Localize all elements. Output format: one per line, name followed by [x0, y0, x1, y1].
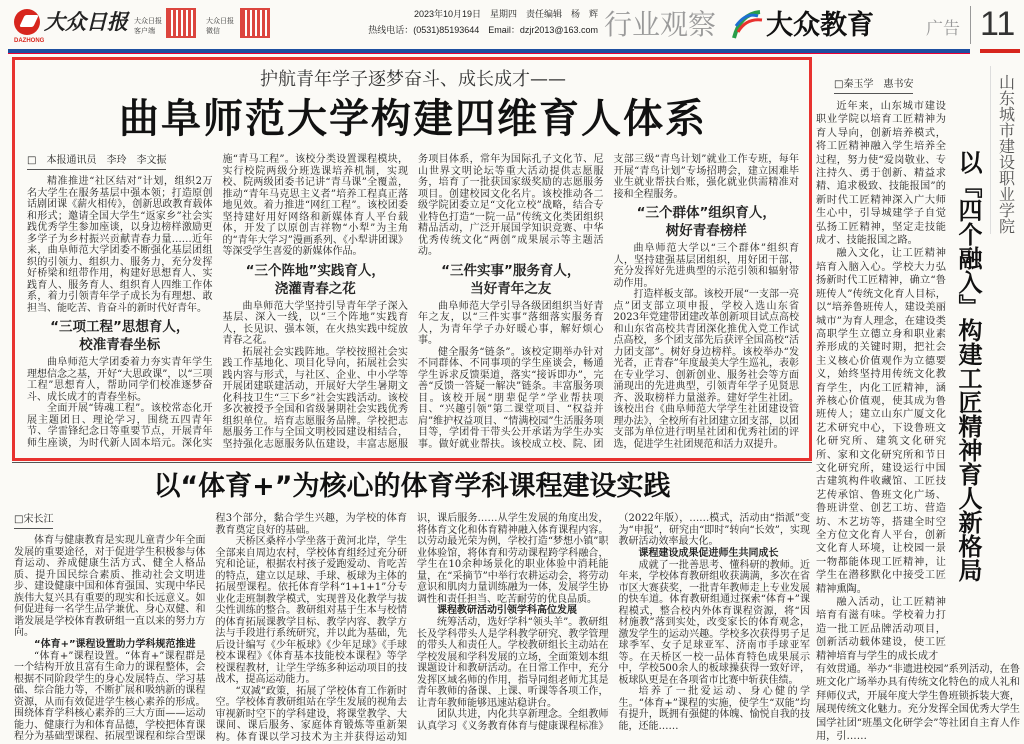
featured-article-frame [12, 57, 812, 461]
logo-emblem-icon [14, 9, 40, 35]
subheading: “体育+”课程设置助力学科规范推进 [34, 638, 196, 650]
paragraph: 成就了一批善思考、懂科研的教师。近年来，学校体育教研组收获满满，多次在省市区大赛获奖，一批青年教师走上专业发展的快车道。体育教研组通过探索“体育+”课程模式，整合校内外体育课程资源，将“因材施教”落到实处，改变家长的体育观念，激发学生的运动兴趣。学校多次获得男子足球季军、女子足球亚军、济南市手球亚军等。在天桥区一校一品体育特色成果展示中，学校500余人的板球操获得一致好评，板球队更是在各项省市比赛中斩获佳绩。 [618, 559, 810, 686]
qr-label-app: 大众日报客户端 [134, 18, 162, 35]
main-column [12, 57, 812, 743]
section-heading [27, 318, 213, 354]
paragraph: 打造样板支部。该校开展“一支部一亮点”团支部立项申报，学校入选山东省2023年党建带团建改革创新项目试点高校和山东省高校共青团深化推优入党工作试点高校，多个团支部先后获评全国高校“活力团支部”。树好身边榜样。该校举办“发光者，正青春”年度最美大学生巡礼，表彰在专业学习、创新创业、服务社会等方面涌现出的先进典型，引领青年学子见贤思齐、汲取榜样力量滋养。建好学生社团。该校出台《曲阜师范大学学生社团建设管理办法》，全校所有社团建立团支部，以团支部为单位进行明星社团和优秀社团的评选，促进学生社团规范和活力双提升。 [613, 289, 799, 450]
header-rule [8, 49, 970, 54]
paragraph: 拓展社会实践阵地。学校按照社会实践工作基地化、项目化导向，拓展社会实践内容与形式，与社区、企业、中小学等开展团建联建活动，开展好大学生暑期文化科技卫生“三下乡”社会实践活动。该校多次被授予全国和省级暑期社会实践优秀组织单位。培育志愿服务品牌。学校把志愿服务工作与全国文明校园建设相结合，坚持强化志愿服务队伍建设，丰富志愿服务项目体系，常年为国际孔子文化节、尼山世界文明论坛等重大活动提供志愿服务，培育了一批获国家级奖励的志愿服务项目。创建校园文化名片。该校推动各二级学院团委立足“文化立校”战略，结合专业特色打造“一院一品”传统文化类团组织精品活动，广泛开展国学知识竞赛、中华优秀传统文化“两创”成果展示等主题活动。 [222, 154, 604, 450]
contact-line: 热线电话：(0531)85193644 Email：dzjr2013@163.com [368, 25, 598, 35]
paragraph: 曲阜师范大学以“三个群体”组织育人，坚持建强基层团组织，用好团干部，充分发挥好先进典型的示范引领和辐射带动作用。 [613, 243, 799, 289]
subheading: 课程教研活动引领学科高位发展 [437, 605, 577, 616]
qr-code-icon[interactable] [240, 8, 270, 38]
section-heading [614, 204, 800, 240]
sidebar-body-continued: 有效贯通。举办“非遗进校园”系列活动，在鲁班文化广场举办具有传统文化特色的成人礼和拜师仪式，开展年度大学生鲁班锁拆装大赛，展现传统文化魅力。充分发挥全国优秀大学生国学社团“班墨文化研学会”等社团自主育人作用，引…… [816, 664, 1020, 743]
byline: □宋长江 [14, 513, 53, 529]
byline: □秦玉学 惠书安 [834, 78, 913, 94]
section-heading-line: 浇灌青春之花 [274, 280, 356, 297]
education-brand-icon [730, 8, 764, 42]
section-heading-line: “三个群体”组织育人， [636, 205, 776, 221]
section-heading-line: “三个阵地”实践育人， [245, 262, 385, 279]
section-heading [418, 262, 604, 298]
paragraph: 曲阜师范大学引导各级团组织当好青年之友，以“三件实事”落细落实服务育人，为青年学子办好暖心事，解好烦心事。 [418, 300, 604, 346]
article-body [12, 513, 812, 743]
paragraph: “体育+”课程设置。“体育+”课程群是一个结构开放且富有生命力的课程整体，会根据不同阶段学生的身心发展特点、学习基础、综合能力等，不断扩展和吸纳新的课程资源，从而有效促进学生核心素养的形成。围绕体育学科核心素养的三大方面——运动能力、健康行为和体育品德，学校把体育课程分为基础型课程、拓展型课程和综合型课程3个部分，黏合学生兴趣，为学校的体育教育奠定良好的基础。 [14, 513, 407, 742]
paragraph: 近年来，山东城市建设职业学院以培育工匠精神为育人导向，创新培养模式，将工匠精神融入学生培养全过程，努力使“爱岗敬业、专注持久、勇于创新、精益求精、追求极致、技能报国”的新时代工匠精神深入广大师生心中，引导城建学子自觉弘扬工匠精神，坚定走技能成才、技能报国之路。 [816, 101, 946, 247]
date-line: 2023年10月19日 星期四 责任编辑 杨 辉 [413, 9, 598, 19]
paragraph: 曲阜师范大学团委着力夯实青年学生理想信念之基，开好“大思政课”，以“三项工程”思想育人，帮助同学们校准逐梦奋斗、成长成才的青春坐标。 [27, 357, 213, 403]
section-heading-line: 树好青春榜样 [665, 223, 747, 239]
paragraph: 体育与健康教育是实现儿童青少年全面发展的重要途径，对于促进学生积极参与体育运动、养成健康生活方式、健全人格品质、提升国民综合素质、推动社会文明进步、建设健康中国和体育强国、实现中华民族伟大复兴具有重要的现实和长远意义。如何促进每一名学生品学兼优、身心双健、和谐发展是学校体育教研组一直以来的努力方向。 [14, 535, 206, 638]
divider [970, 6, 971, 44]
article-headline: 曲阜师范大学构建四维育人体系 [119, 96, 707, 142]
sidebar-org: 山东城市建设职业学院 [996, 74, 1016, 234]
section-heading-line: 校准青春坐标 [79, 337, 161, 353]
section-heading [223, 262, 409, 298]
brand-title: 大众教育 [766, 10, 874, 40]
newspaper-logo [14, 8, 128, 44]
section-heading-line: “三件实事”服务育人， [441, 262, 581, 279]
page-number: 11 [980, 5, 1016, 43]
paragraph: 天桥区桑梓小学坐落于黄河北岸，学生全部来自周边农村，学校体育组经过充分研究和论证，根据农村孩子爱跑爱动、肯吃苦的特点，建立以足球、手球、板球为主体的拓展型课程。依托体育学科“1+1+1”分专业化走班制教学模式，实现普及化教学与拔尖性训练的整合。教研组对基于生本与校情的体育拓展课教学目标、教学内容、教学方法与手段进行系统研究，并以此为基础，先后设计编写《少年板球》《少年足球》《手球校本课程》《体育基本技能校本课程》等学校课程教材，让学生学练多种运动项目的技战术，提高运动能力。 [215, 536, 407, 685]
paragraph: 精准推进“社区结对”计划，组织2万名大学生在服务基层中强本领；打造原创话剧团课《薪火相传》，创新思政教育载体和形式；邀请全国大学生“返家乡”社会实践优秀学生参加座谈，以身边榜样激励更多学子为乡村振兴贡献青春力量……近年来，曲阜师范大学团委不断强化基层团组织的引领力、组织力、服务力，充分发挥好桥梁和纽带作用，构建好思想育人、实践育人、服务育人、组织育人四维工作体系，着力引领青年学子成长为有理想、敢担当、能吃苦、肯奋斗的新时代好青年。 [27, 176, 213, 314]
ad-label: 广告 [926, 19, 960, 38]
paragraph: 健全服务“链条”。该校定期举办针对不同群体、不同事项的学生座谈会，畅通学生诉求反馈渠道，落实“接诉即办”，完善“反馈一答疑一解决”链条。丰富服务项目。该校开展“朋辈促学”学业帮扶项目、“兴趣引领”第二课堂项目、“权益并肩”维护权益项目、“情满校园”生活服务项目等，学团骨干带头公开承诺为学生办实事。做好就业帮扶。该校成立校、院、团支部三级“青鸟计划”就业工作专班，每年开展“青鸟计划”专场招聘会，建立困难毕业生就业帮扶台账，强化就业供需精准对接和全程服务。 [418, 154, 799, 450]
header-rule-accent [980, 49, 1020, 53]
byline: □ 本报通讯员 李玲 李文振 [27, 154, 166, 170]
section-heading-line: 当好青年之友 [470, 280, 552, 297]
paragraph: 团队共进，内化共享新理念。全组教师认真学习《义务教育体育与健康课程标准》（2022年版），……模式，活动由“指派”变为“申报”，研究由“即时”转向“长效”，实现教研活动效率最大化。 [417, 513, 810, 732]
qr-label-wechat: 大众日报微信 [206, 18, 234, 35]
paragraph: 全面开展“铸魂工程”。该校常态化开展主题团日、理论学习，围绕五四青年节、学雷锋纪念日等重要节点，开展青年师生座谈，为时代新人固本培元。深化实施“青马工程”。该校分类设置课程模块，实行校院两级分班选课培养机制，实现校、院两级团委书记讲“青马课”全覆盖，推动“青年马克思主义者”培养工程真正落地见效。着力推进“网红工程”。该校团委坚持建好用好网络和新媒体育人平台载体，开发了以原创吉祥物“小犁”为主角的“青年大学习”漫画系列、《小犁讲团课》等深受学生喜爱的新媒体作品。 [27, 154, 408, 449]
sidebar-article [816, 66, 1020, 744]
logo-sub: DAZHONG [14, 38, 45, 44]
subheading: 课程建设成果促进师生共同成长 [638, 547, 779, 559]
sidebar-body [816, 78, 946, 663]
qr-code-icon[interactable] [166, 8, 196, 38]
article-body [27, 154, 799, 450]
logo-text: 大众日报 [44, 9, 128, 34]
paragraph: 融入文化，让工匠精神培育入脑入心。学校大力弘扬新时代工匠精神，确立“鲁班传人”传统文化育人目标，以“培养鲁班传人，建设美丽城市”为育人理念，在建设类高职学生立德立身和职业素养形成的关键时期，把社会主义核心价值观作为立德要义，始终坚持用传统文化教育学生，内化工匠精神，涵养核心价值观，使其成为鲁班传人；建立山东广厦文化艺术研究中心，下设鲁班文化研究所、建筑文化研究所、家和文化研究所和节日文化研究所，建设运行中国古建筑构件收藏馆、工匠技艺传承馆、鲁班文化广场、鲁班讲堂、创艺工坊、营造坊、木艺坊等，搭建全时空全方位文化育人平台，创新文化育人环境，让校园一景一物都能体现工匠精神，让学生在潜移默化中接受工匠精神熏陶。 [816, 248, 946, 595]
article-headline: 以“体育+”为核心的体育学科课程建设实践 [153, 471, 671, 502]
paragraph: 融入活动，让工匠精神培育有滋有味。学校着力打造一批工匠品牌活动项目，创新活动载体建设，使工匠精神培育与学生的成长成才 [816, 597, 946, 662]
paragraph: 培养了一批爱运动、身心健的学生。“体育+”课程的实施，使学生“双能”均有提升，既拥有强健的体魄、愉悦自我的技能，还能…… [618, 686, 810, 732]
paragraph: “双减”政策，拓展了学校体育工作新时空。学校体育教研组站在学生发展的视角去审视新时空下的学科建设，将课堂教学、大课间、课后服务、家庭体育锻炼等重新架构。体育课以学习技术为主并获得运动知识，课后服务……从学生发展的角度出发，将体育文化和体育精神融入体育课程内容。以劳动最光荣为例，学校打造“梦想小镇”职业体验馆，将体育和劳动课程跨学科融合，学生在10余种场景化的职业体验中消耗能量，在“采摘节”中举行农耕运动会，将劳动意识和肌肉力量训练融为一体，发展学生协调性和责任担当、吃苦耐劳的优良品质。 [215, 513, 609, 743]
sidebar-headline: 以『四个融入』构建工匠精神育人新格局 [954, 150, 982, 582]
divider [12, 462, 812, 463]
paragraph: 统筹活动，选好学科“领头羊”。教研组长及学科带头人是学科教学研究、教学管理的带头人和责任人。学校教研组长主动站在学校发展和学科发展的立场，全面策划本组课题设计和教研活动。在日常工作中，充分发挥区域名师的作用，指导同组老师尤其是青年教师的备课、上课、听课等各项工作，让青年教师能够迅速站稳讲台。 [417, 617, 609, 709]
section-heading-line: “三项工程”思想育人， [50, 319, 190, 335]
article-kicker: 护航青年学子逐梦奋斗、成长成才—— [260, 69, 566, 90]
paragraph: 曲阜师范大学坚持引导青年学子深入基层、深入一线，以“三个阵地”实践育人，长见识、强本领，在火热实践中绽放青春之花。 [222, 300, 408, 346]
section-label: 行业观察 [604, 9, 717, 40]
